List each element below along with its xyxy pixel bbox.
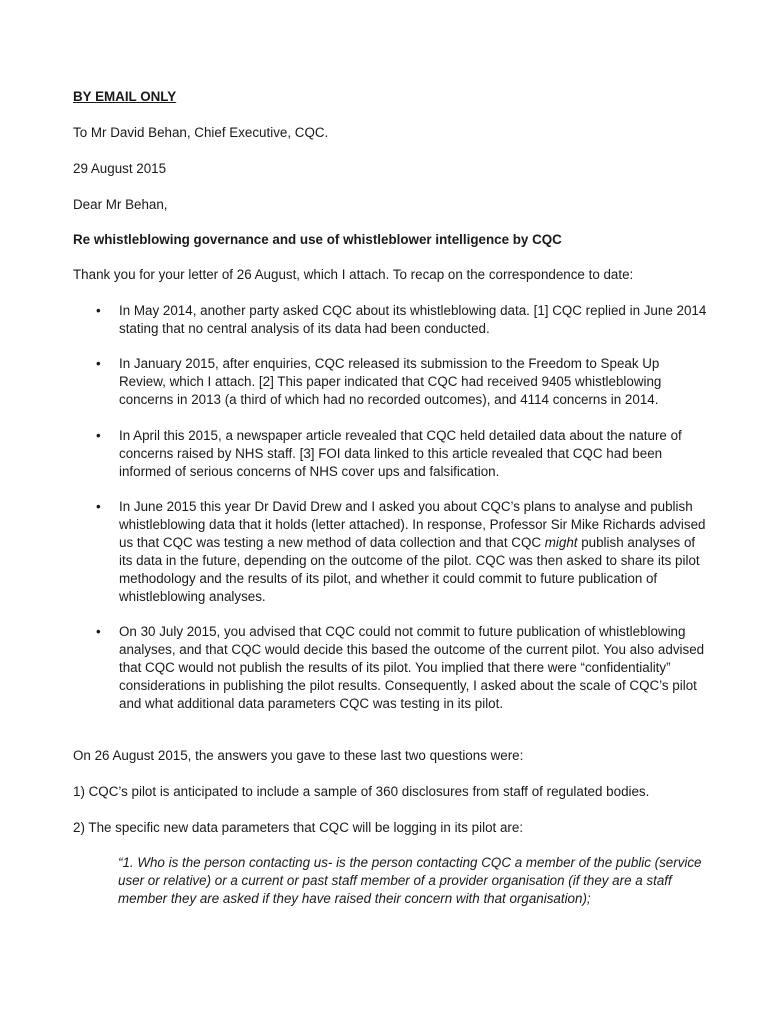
subject-line: Re whistleblowing governance and use of whistleblower intelligence by CQC [73,232,562,247]
answers-intro: On 26 August 2015, the answers you gave to these last two questions were: [73,748,524,763]
bullet-item [96,355,706,409]
bullet-text-part: In June 2015 this year Dr David Drew and I asked you about CQC’s plans to analyse and publish whistleblowing data that it holds (letter attached). In response, Professor Sir Mike Richards advised us that CQC was testing a new method of data collection and that CQC [119,499,706,550]
bullet-item [96,623,706,713]
bullet-marker: • [96,499,101,514]
salutation: Dear Mr Behan, [73,197,168,212]
bullet-text: In April this 2015, a newspaper article revealed that CQC held detailed data about the nature of concerns raised by NHS staff. [3] FOI data linked to this article revealed that CQC had been informed of serious concerns of NHS cover ups and falsification. [119,428,682,479]
bullet-item [96,498,706,606]
quoted-parameters: “1. Who is the person contacting us- is the person contacting CQC a member of the public (service user or relative) or a current or past staff member of a provider organisation (if they are a staff member they are asked if they have raised their concern with that organisation); [118,855,702,906]
emphasis-might: might [544,535,578,550]
answer-item-1: 1) CQC’s pilot is anticipated to include a sample of 360 disclosures from staff of regulated bodies. [73,784,650,799]
bullet-text: In May 2014, another party asked CQC about its whistleblowing data. [1] CQC replied in June 2014 stating that no central analysis of its data had been conducted. [119,303,707,336]
letter-date: 29 August 2015 [73,161,167,176]
answer-item-2: 2) The specific new data parameters that CQC will be logging in its pilot are: [73,820,524,835]
intro-paragraph: Thank you for your letter of 26 August, which I attach. To recap on the correspondence to date: [73,267,634,282]
bullet-item [96,427,706,481]
bullet-marker: • [96,303,101,318]
bullet-marker: • [96,428,101,443]
addressee-line: To Mr David Behan, Chief Executive, CQC. [73,125,329,140]
bullet-marker: • [96,624,101,639]
bullet-text [119,498,709,606]
bullet-marker: • [96,356,101,371]
bullet-text-part: publish analyses of its data in the future, depending on the outcome of the pilot. CQC was then asked to share its pilot methodology and the results of its pilot, and whether it could commit to future publication of whistleblowing analyses. [119,535,700,604]
delivery-note: BY EMAIL ONLY [73,89,177,104]
bullet-text: On 30 July 2015, you advised that CQC could not commit to future publication of whistleblowing analyses, and that CQC would decide this based the outcome of the current pilot. You also advised that CQC would not publish the results of its pilot. You implied that there were “confidentiality” considerations in publishing the pilot results. Consequently, I asked about the scale of CQC’s pilot and what additional data parameters CQC was testing in its pilot. [119,624,705,711]
bullet-text: In January 2015, after enquiries, CQC released its submission to the Freedom to Speak Up Review, which I attach. [2] This paper indicated that CQC had received 9405 whistleblowing concerns in 2013 (a third of which had no recorded outcomes), and 4114 concerns in 2014. [119,356,662,407]
bullet-item [96,302,706,338]
